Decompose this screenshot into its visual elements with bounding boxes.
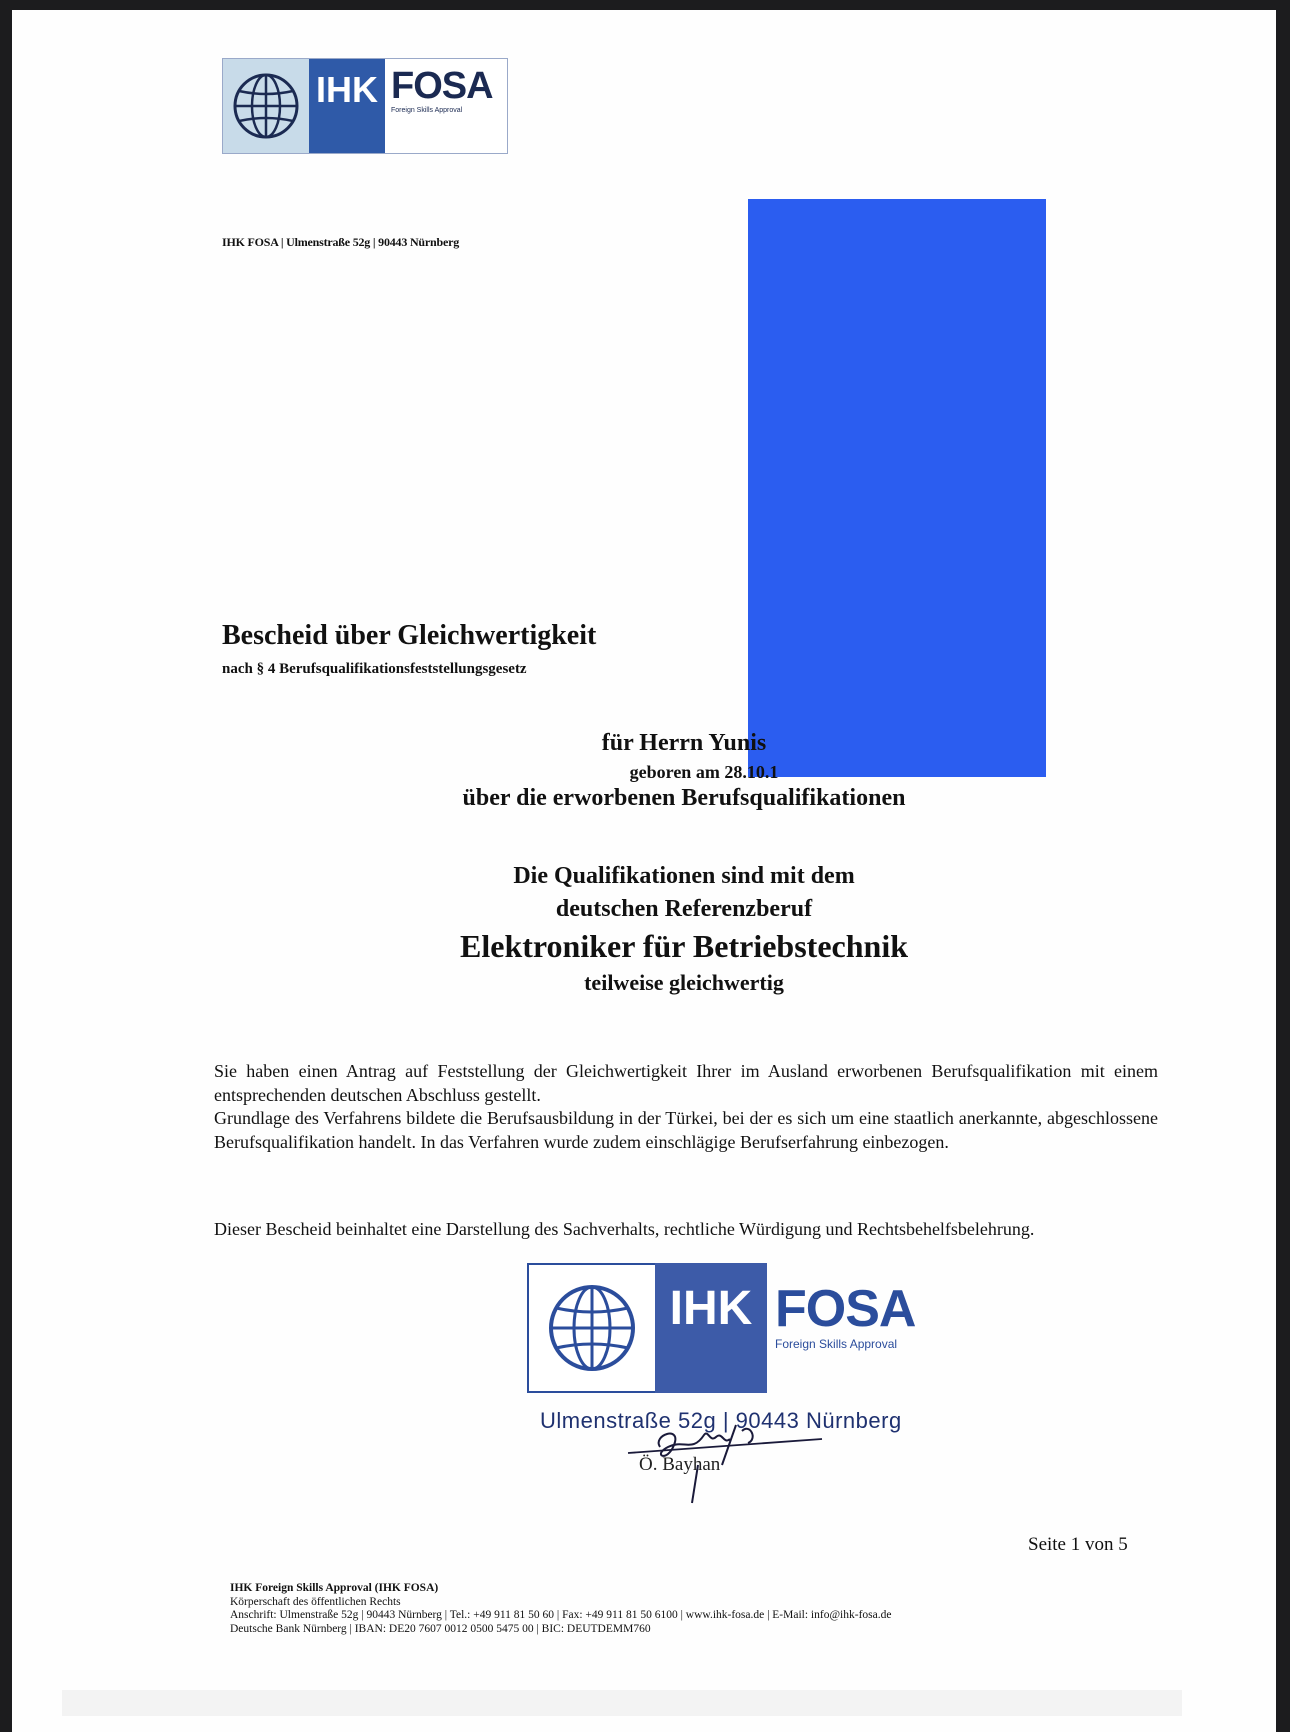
footer-contact: Anschrift: Ulmenstraße 52g | 90443 Nürnberg | Tel.: +49 911 81 50 60 | Fax: +49 911 81 50 6100 | www.ihk-fosa.de | E-Mail: info@ihk-fosa.de [230,1609,892,1621]
logo-fosa-text: FOSA [391,65,493,107]
document-title: Bescheid über Gleichwertigkeit [222,620,597,651]
logo-ihk-text: IHK [309,59,385,153]
page-number: Seite 1 von 5 [1028,1534,1128,1555]
signer-name: Ö. Bayhan [639,1454,721,1475]
result-line-2: deutschen Referenzberuf [555,896,813,922]
reference-occupation: Elektroniker für Betriebstechnik [460,928,908,964]
result-line-1: Die Qualifikationen sind mit dem [513,863,855,889]
stamp-fosa-text: FOSA [775,1280,916,1338]
body-paragraph-2: Dieser Bescheid beinhaltet eine Darstellung des Sachverhalts, rechtliche Würdigung und Rechtsbehelfsbelehrung. [214,1219,1035,1239]
body-paragraph-1b: Grundlage des Verfahrens bildete die Berufsausbildung in der Türkei, bei der es sich um eine staatlich anerkannte, abgeschlossene Berufsqualifikation handelt. In das Verfahren wurde zudem einschlägige Berufserfahrung einbezogen. [214,1108,1158,1152]
globe-icon [223,59,309,153]
ihk-fosa-logo [222,58,508,152]
stamp-ihk-text: IHK [655,1263,767,1393]
recipient-birthdate: geboren am 28.10.1 [629,762,779,782]
sender-address-line: IHK FOSA | Ulmenstraße 52g | 90443 Nürnberg [222,235,460,249]
scan-edge-shadow [62,1690,1182,1716]
qualifications-line: über die erworbenen Berufsqualifikationen [462,785,906,811]
body-paragraph-1a: Sie haben einen Antrag auf Feststellung der Gleichwertigkeit Ihrer im Ausland erworbenen Berufsqualifikation mit einem entsprechenden deutschen Abschluss gestellt. [214,1061,1158,1105]
body-paragraph-1 [214,1060,1158,1154]
document-page [12,10,1276,1732]
logo-tagline: Foreign Skills Approval [391,107,463,114]
footer-bank: Deutsche Bank Nürnberg | IBAN: DE20 7607 0012 0500 5475 00 | BIC: DEUTDEMM760 [230,1622,651,1635]
stamp-globe-icon [527,1263,655,1393]
signature-mark [612,1395,892,1505]
footer-organization: IHK Foreign Skills Approval (IHK FOSA) [230,1582,439,1594]
recipient-name: für Herrn Yunis [601,730,767,756]
footer-legal-status: Körperschaft des öffentlichen Rechts [230,1595,401,1608]
equivalence-verdict: teilweise gleichwertig [584,970,784,995]
official-stamp [527,1263,927,1403]
letterhead-footer [230,1582,891,1636]
document-subtitle: nach § 4 Berufsqualifikationsfeststellungsgesetz [222,661,527,677]
stamp-address: Ulmenstraße 52g | 90443 Nürnberg [540,1408,902,1433]
stamp-tagline: Foreign Skills Approval [775,1337,898,1351]
redaction-block [748,199,1046,777]
